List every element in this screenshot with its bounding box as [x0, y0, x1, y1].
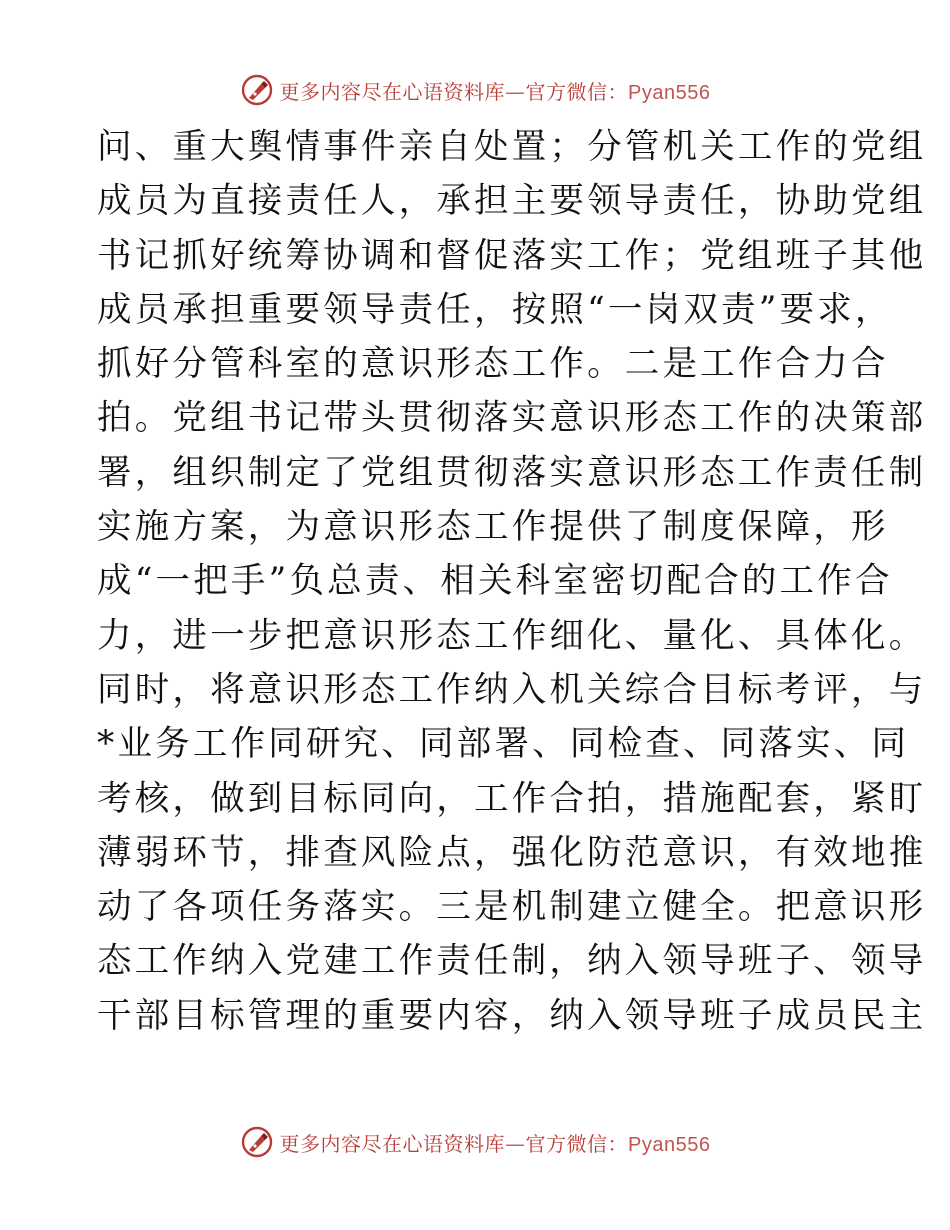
footer-watermark — [0, 1122, 950, 1162]
text-line: *业务工作同研究、同部署、同检查、同落实、同 — [97, 724, 910, 765]
watermark-separator: — — [505, 1131, 526, 1156]
text-line: 实施方案，为意识形态工作提供了制度保障，形 — [97, 507, 889, 548]
text-line: 拍。党组书记带头贯彻落实意识形态工作的决策部 — [97, 398, 927, 439]
text-line: 成“一把手”负总责、相关科室密切配合的工作合 — [97, 561, 893, 602]
text-line: 抓好分管科室的意识形态工作。二是工作合力合 — [97, 344, 889, 385]
watermark-title: 更多内容尽在心语资料库 — [279, 1131, 506, 1156]
text-line: 力，进一步把意识形态工作细化、量化、具体化。 — [97, 615, 927, 656]
header-watermark — [0, 70, 950, 110]
text-line: 成员为直接责任人，承担主要领导责任，协助党组 — [97, 181, 927, 222]
wechat-label: 官方微信： — [525, 1131, 629, 1156]
text-line: 态工作纳入党建工作责任制，纳入领导班子、领导 — [97, 941, 927, 982]
pen-nib-logo-icon — [240, 73, 274, 107]
wechat-account: Pyan556 — [628, 81, 711, 104]
text-line: 问、重大舆情事件亲自处置；分管机关工作的党组 — [97, 127, 927, 167]
text-line: 书记抓好统筹协调和督促落实工作；党组班子其他 — [97, 235, 927, 276]
pen-nib-logo-icon — [240, 1125, 274, 1159]
wechat-label: 官方微信： — [525, 79, 629, 104]
watermark-text — [280, 76, 711, 105]
text-line: 动了各项任务落实。三是机制建立健全。把意识形 — [97, 887, 927, 928]
text-line: 干部目标管理的重要内容，纳入领导班子成员民主 — [97, 995, 927, 1036]
text-line: 署，组织制定了党组贯彻落实意识形态工作责任制 — [97, 452, 927, 493]
watermark-separator: — — [505, 79, 526, 104]
wechat-account: Pyan556 — [628, 1133, 711, 1156]
document-body — [97, 120, 927, 1043]
watermark-text — [280, 1128, 711, 1157]
text-line: 成员承担重要领导责任，按照“一岗双责”要求， — [97, 289, 893, 330]
text-line: 考核，做到目标同向，工作合拍，措施配套，紧盯 — [97, 778, 927, 819]
text-line: 同时，将意识形态工作纳入机关综合目标考评，与 — [97, 669, 927, 710]
watermark-title: 更多内容尽在心语资料库 — [279, 79, 506, 104]
text-line: 薄弱环节，排查风险点，强化防范意识，有效地推 — [97, 832, 927, 873]
